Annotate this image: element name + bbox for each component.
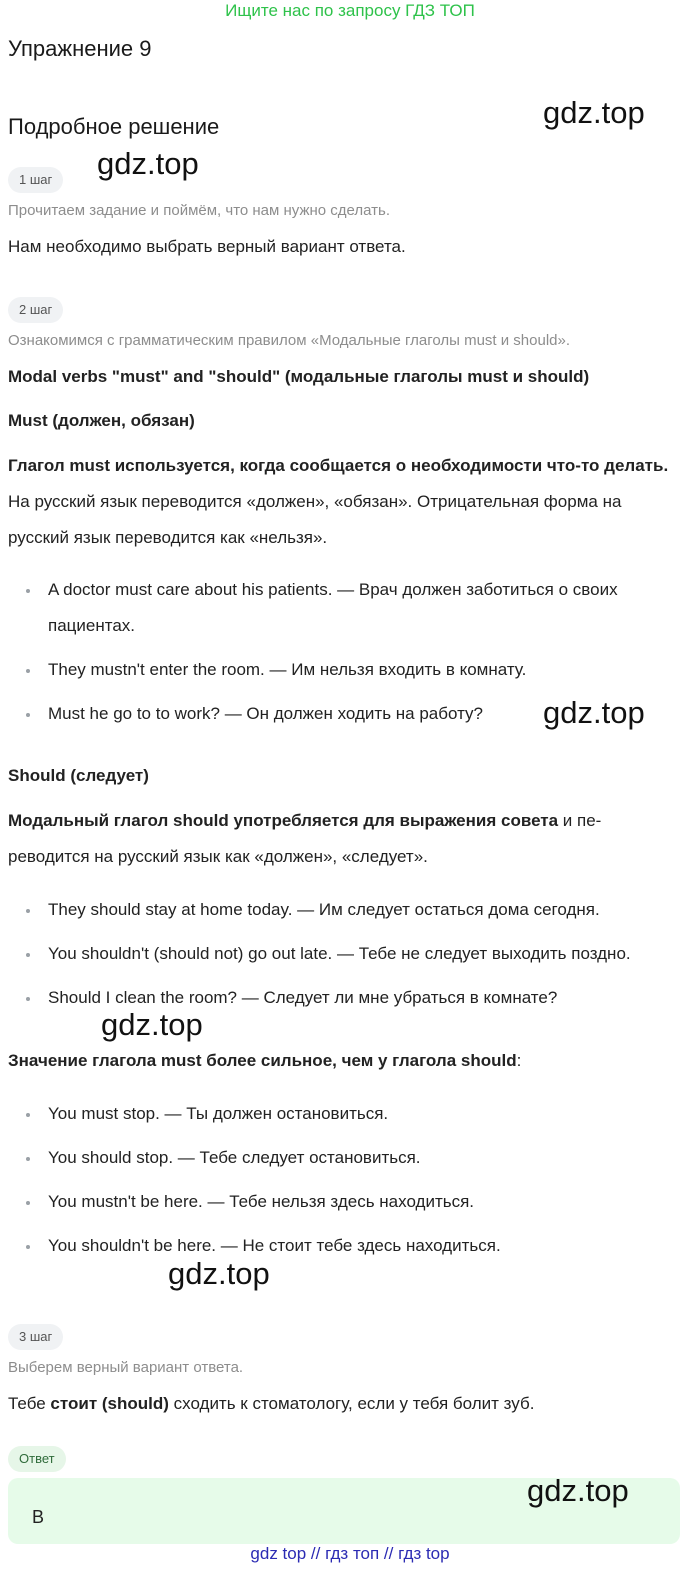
should-heading: Should (следует) (8, 766, 149, 785)
watermark: gdz.top (97, 146, 199, 181)
final-bold: стоит (should) (50, 1394, 169, 1413)
must-rule-line: русский язык переводится как «нельзя». (8, 528, 328, 547)
should-examples-list (22, 892, 682, 1024)
list-item: They mustn't enter the room. — Им нельзя входить в комнату. (22, 652, 682, 688)
rule-heading: Modal verbs "must" and "should" (модальные глаголы must и should) (8, 367, 590, 386)
watermark: gdz.top (101, 1007, 203, 1042)
list-item: You mustn't be here. — Тебе нельзя здесь находиться. (22, 1184, 682, 1220)
compare-examples-list (22, 1096, 682, 1272)
should-description (8, 803, 688, 875)
list-item: A doctor must care about his patients. — Врач должен заботиться о своих пациентах. (22, 572, 668, 644)
top-banner[interactable]: Ищите нас по запросу ГДЗ ТОП (225, 1, 475, 20)
answer-badge: Ответ (8, 1446, 66, 1472)
list-item: You must stop. — Ты должен остановиться. (22, 1096, 682, 1132)
footer-links[interactable]: gdz top // гдз топ // гдз top (250, 1544, 450, 1563)
list-item: Should I clean the room? — Следует ли мне убраться в комнате? (22, 980, 682, 1016)
watermark: gdz.top (527, 1473, 629, 1508)
compare-line (8, 1043, 688, 1079)
page-title: Упражнение 9 (8, 36, 152, 61)
must-rule-line: На русский язык переводится «должен», «обязан». Отрицательная форма на (8, 492, 622, 511)
should-rule-rest: и пе- (558, 811, 602, 830)
final-post: сходить к стоматологу, если у тебя болит зуб. (168, 1394, 535, 1413)
compare-bold: Значение глагола must более сильное, чем у глагола should (8, 1051, 517, 1070)
compare-colon: : (516, 1051, 522, 1070)
watermark: gdz.top (543, 695, 645, 730)
list-item: You shouldn't be here. — Не стоит тебе здесь находиться. (22, 1228, 682, 1264)
list-item: Must he go to to work? — Он должен ходить на работу? (22, 696, 682, 732)
list-item: They should stay at home today. — Им следует остаться дома сегодня. (22, 892, 682, 928)
step-hint: Выберем верный вариант ответа. (8, 1359, 244, 1376)
watermark: gdz.top (543, 95, 645, 130)
must-rule-bold: Глагол must используется, когда сообщается о необходимости что-то делать. (8, 456, 669, 475)
must-heading: Must (должен, обязан) (8, 411, 195, 430)
answer-value: B (32, 1507, 45, 1527)
should-rule-line: реводится на русский язык как «должен», «следует». (8, 847, 428, 866)
step-hint: Прочитаем задание и поймём, что нам нужно сделать. (8, 202, 391, 219)
step-badge: 1 шаг (8, 167, 63, 193)
final-pre: Тебе (8, 1394, 51, 1413)
final-sentence (8, 1386, 688, 1422)
must-description (8, 448, 688, 556)
step-badge: 3 шаг (8, 1324, 63, 1350)
should-rule-bold: Модальный глагол should употребляется для выражения совета (8, 811, 559, 830)
watermark: gdz.top (168, 1256, 270, 1291)
list-item: You should stop. — Тебе следует остановиться. (22, 1140, 682, 1176)
step-hint: Ознакомимся с грамматическим правилом «Модальные глаголы must и should». (8, 332, 571, 349)
step-text: Нам необходимо выбрать верный вариант ответа. (8, 237, 406, 256)
step-badge: 2 шаг (8, 297, 63, 323)
solution-heading: Подробное решение (8, 114, 220, 139)
list-item: You shouldn't (should not) go out late. — Тебе не следует выходить поздно. (22, 936, 682, 972)
